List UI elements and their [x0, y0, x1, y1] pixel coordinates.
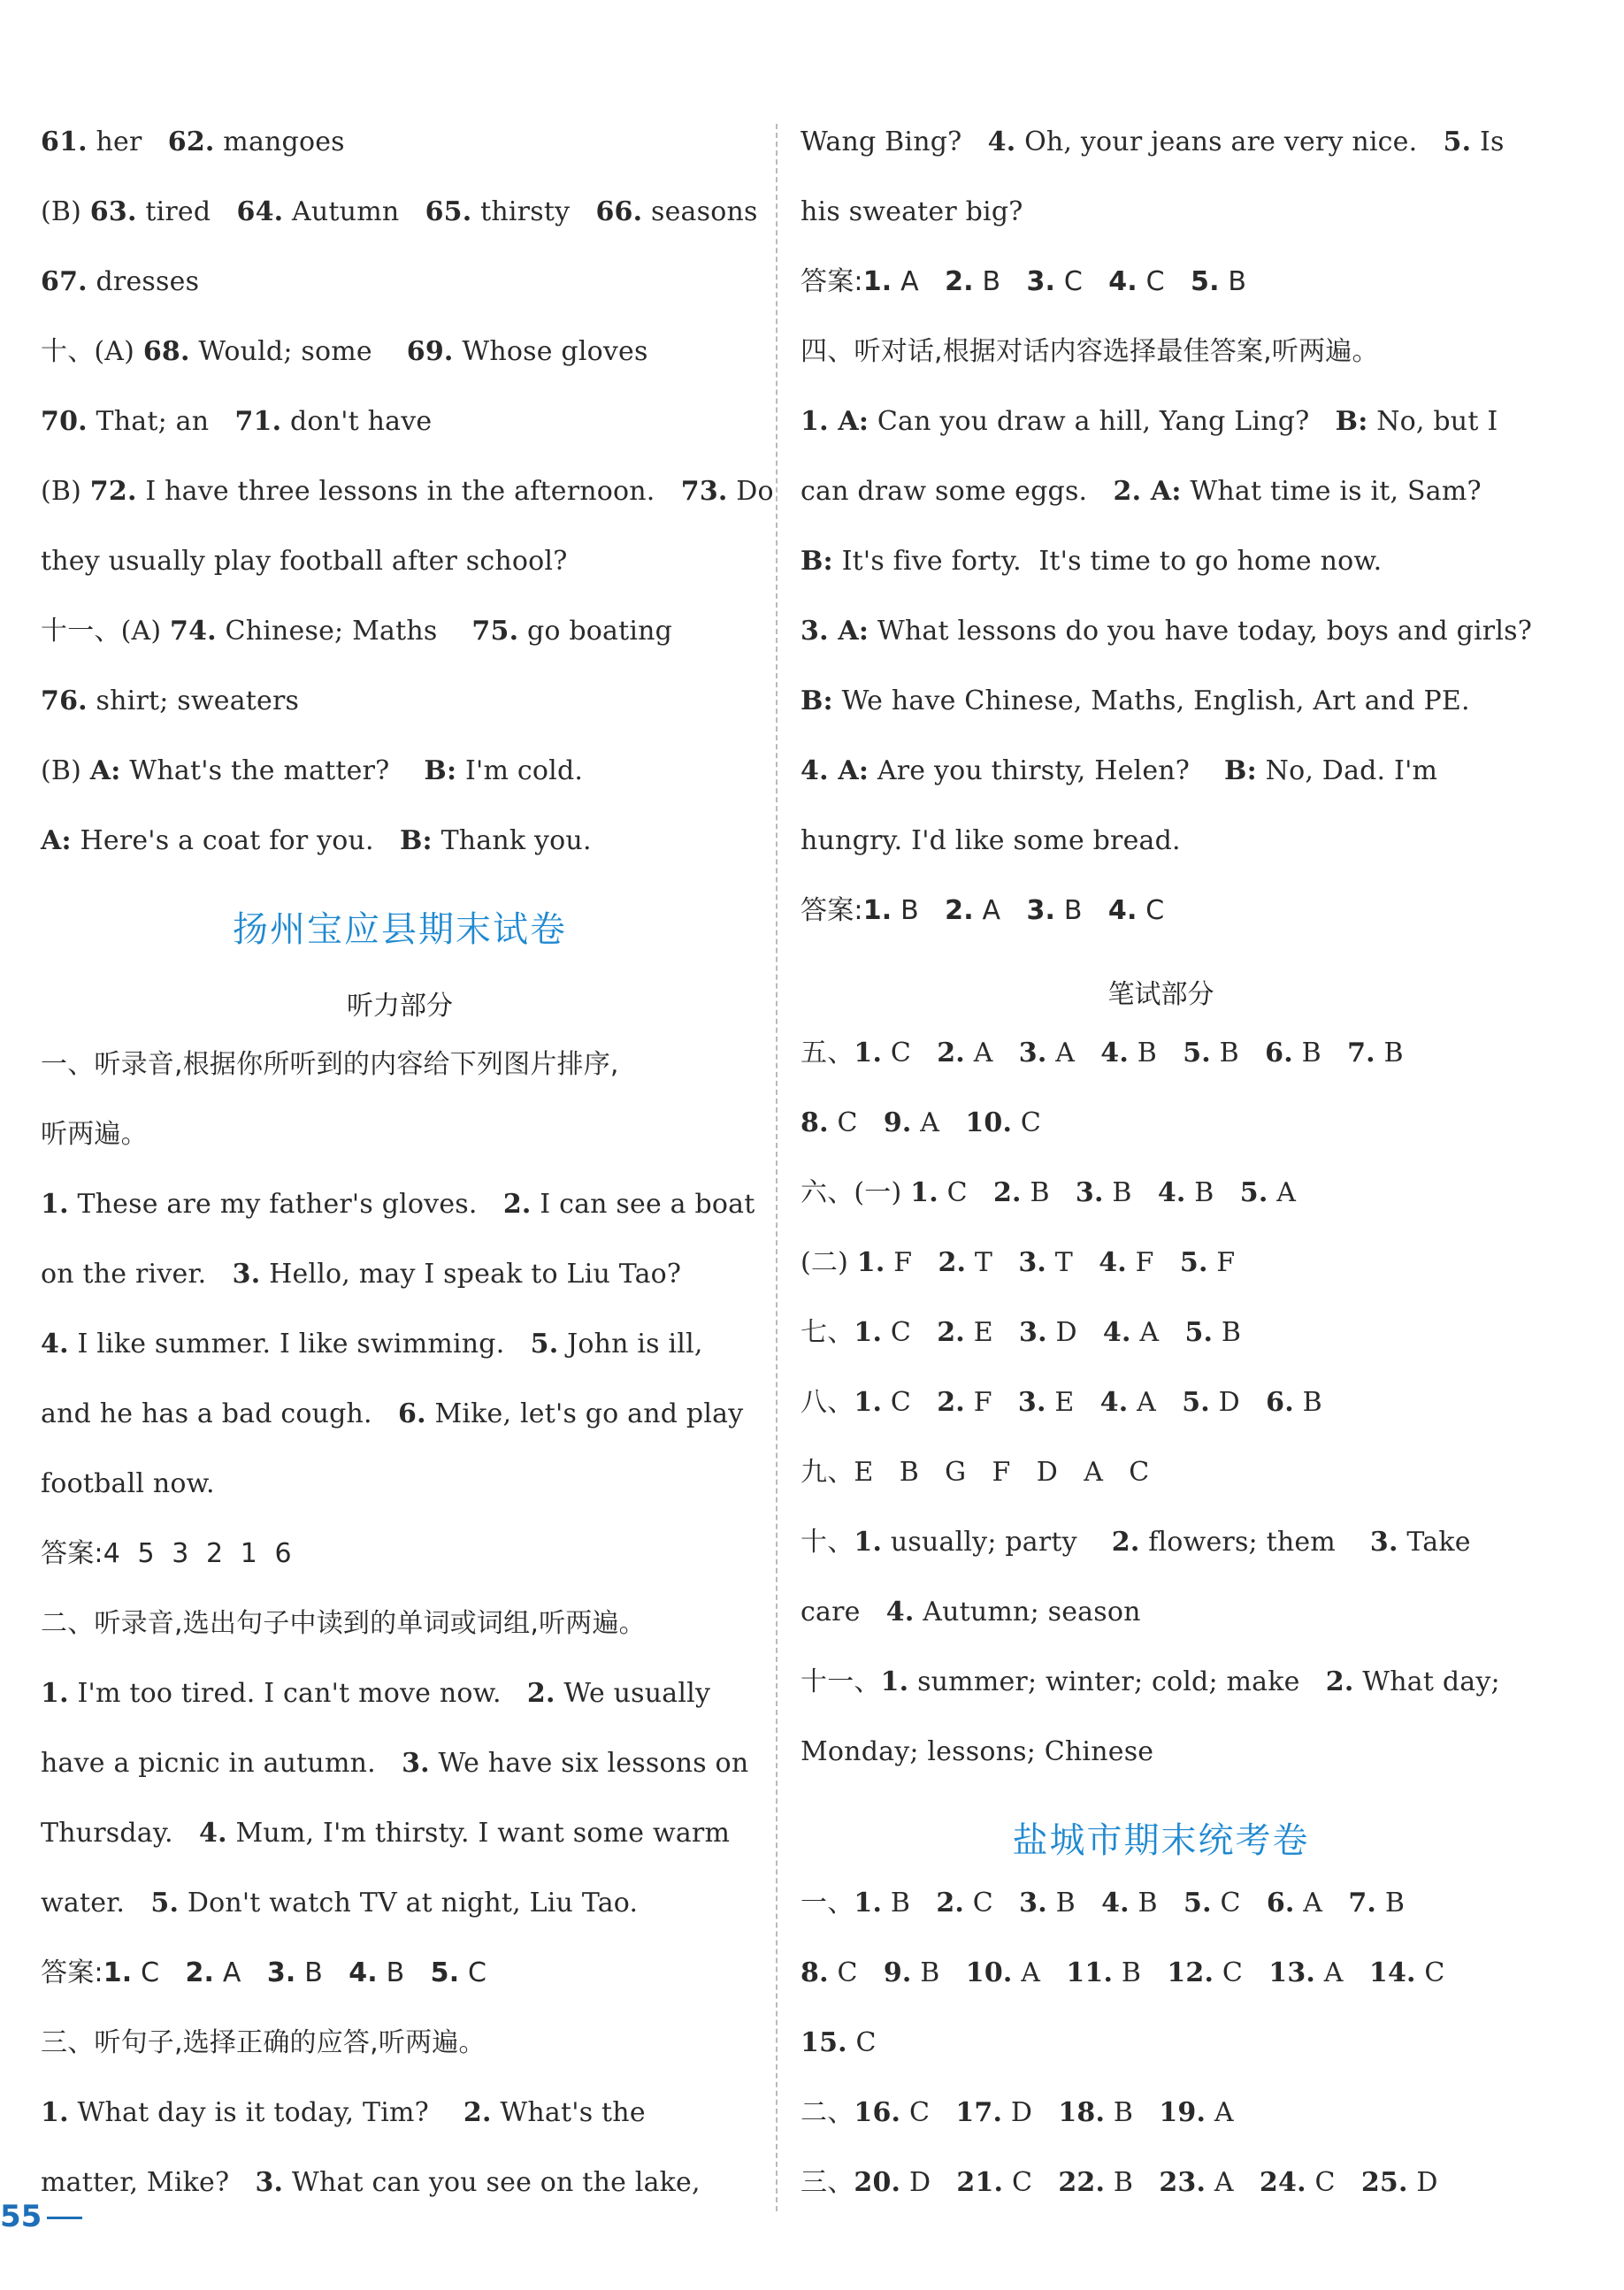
text-line: 答案:4 5 3 2 1 6: [41, 1538, 292, 1569]
text-line: 十一、(A) 74. Chinese; Maths 75. go boating: [41, 616, 673, 647]
text-line: matter, Mike? 3. What can you see on the lake,: [41, 2167, 701, 2198]
right-column: [801, 120, 1533, 2231]
text-line: 一、1. B 2. C 3. B 4. B 5. C 6. A 7. B: [801, 1888, 1406, 1919]
text-line: 1. A: Can you draw a hill, Yang Ling? B: No, but I: [801, 406, 1498, 437]
text-line: Monday; lessons; Chinese: [801, 1736, 1154, 1767]
text-line: 七、1. C 2. E 3. D 4. A 5. B: [801, 1317, 1242, 1348]
exam-title-yancheng: 盐城市期末统考卷: [1012, 1820, 1310, 1861]
text-line: 六、(一) 1. C 2. B 3. B 4. B 5. A: [801, 1177, 1297, 1208]
text-line: B: It's five forty. It's time to go home now.: [801, 546, 1383, 577]
text-line: 三、20. D 21. C 22. B 23. A 24. C 25. D: [801, 2167, 1438, 2198]
text-line: can draw some eggs. 2. A: What time is it, Sam?: [801, 476, 1482, 507]
text-line: 答案:1. C 2. A 3. B 4. B 5. C: [41, 1957, 487, 1988]
answer-block-previous-exam: [41, 120, 774, 889]
text-line: have a picnic in autumn. 3. We have six lessons on: [41, 1748, 749, 1779]
text-line: B: We have Chinese, Maths, English, Art and PE.: [801, 685, 1470, 716]
text-line: 十一、1. summer; winter; cold; make 2. What day;: [801, 1666, 1500, 1697]
text-line: on the river. 3. Hello, may I speak to Liu Tao?: [41, 1259, 682, 1290]
text-line: 1. I'm too tired. I can't move now. 2. We usually: [41, 1678, 711, 1709]
page-number: 55: [0, 2197, 82, 2236]
text-line: (二) 1. F 2. T 3. T 4. F 5. F: [801, 1247, 1236, 1278]
text-line: 听两遍。: [41, 1119, 148, 1150]
text-line: hungry. I'd like some bread.: [801, 825, 1181, 856]
left-column: [41, 120, 774, 2231]
text-line: 十、(A) 68. Would; some 69. Whose gloves: [41, 336, 648, 367]
text-line: 61. her 62. mangoes: [41, 126, 345, 157]
exam-title-yangzhou-baoying: 扬州宝应县期末试卷: [233, 909, 567, 950]
text-line: 67. dresses: [41, 266, 200, 297]
text-line: 8. C 9. B 10. A 11. B 12. C 13. A 14. C: [801, 1957, 1445, 1988]
text-line: (B) 72. I have three lessons in the afternoon. 73. Do: [41, 476, 774, 507]
written-answers-block: [801, 1031, 1521, 1800]
listening-section-heading: 听力部分: [347, 991, 453, 1022]
text-line: 8. C 9. A 10. C: [801, 1107, 1042, 1138]
yancheng-answers-block: [801, 1881, 1521, 2231]
text-line: 76. shirt; sweaters: [41, 685, 300, 716]
text-line: 答案:1. B 2. A 3. B 4. C: [801, 895, 1165, 926]
text-line: and he has a bad cough. 6. Mike, let's go and play: [41, 1398, 744, 1429]
text-line: 3. A: What lessons do you have today, boys and girls?: [801, 616, 1533, 647]
text-line: 15. C: [801, 2027, 877, 2058]
column-divider: [776, 124, 778, 2211]
text-line: water. 5. Don't watch TV at night, Liu Tao.: [41, 1888, 639, 1919]
text-line: Wang Bing? 4. Oh, your jeans are very nice. 5. Is: [801, 126, 1505, 157]
text-line: 4. I like summer. I like swimming. 5. John is ill,: [41, 1329, 703, 1359]
page-number-rule: [47, 2217, 82, 2219]
text-line: 4. A: Are you thirsty, Helen? B: No, Dad. I'm: [801, 755, 1438, 786]
text-line: 1. These are my father's gloves. 2. I can see a boat: [41, 1189, 755, 1220]
text-line: 70. That; an 71. don't have: [41, 406, 433, 437]
listening-transcript-continued: [801, 120, 1533, 959]
text-line: 九、E B G F D A C: [801, 1457, 1150, 1488]
text-line: A: Here's a coat for you. B: Thank you.: [41, 825, 592, 856]
text-line: Thursday. 4. Mum, I'm thirsty. I want some warm: [41, 1818, 731, 1849]
text-line: 八、1. C 2. F 3. E 4. A 5. D 6. B: [801, 1387, 1322, 1418]
text-line: (B) 63. tired 64. Autumn 65. thirsty 66. seasons: [41, 196, 758, 227]
text-line: 十、1. usually; party 2. flowers; them 3. Take: [801, 1527, 1471, 1558]
text-line: football now.: [41, 1468, 215, 1499]
text-line: 五、1. C 2. A 3. A 4. B 5. B 6. B 7. B: [801, 1038, 1404, 1068]
written-section-heading: 笔试部分: [1107, 979, 1214, 1010]
listening-transcript-block: [41, 1043, 759, 2231]
text-line: 答案:1. A 2. B 3. C 4. C 5. B: [801, 266, 1247, 297]
text-line: 1. What day is it today, Tim? 2. What's the: [41, 2097, 646, 2128]
text-line: (B) A: What's the matter? B: I'm cold.: [41, 755, 584, 786]
text-line: 四、听对话,根据对话内容选择最佳答案,听两遍。: [801, 336, 1379, 367]
text-line: 二、听录音,选出句子中读到的单词或词组,听两遍。: [41, 1608, 646, 1639]
text-line: care 4. Autumn; season: [801, 1597, 1141, 1628]
text-line: 一、听录音,根据你所听到的内容给下列图片排序,: [41, 1049, 619, 1080]
text-line: his sweater big?: [801, 196, 1023, 227]
text-line: 三、听句子,选择正确的应答,听两遍。: [41, 2027, 486, 2058]
text-line: 二、16. C 17. D 18. B 19. A: [801, 2097, 1234, 2128]
text-line: they usually play football after school?: [41, 546, 568, 577]
